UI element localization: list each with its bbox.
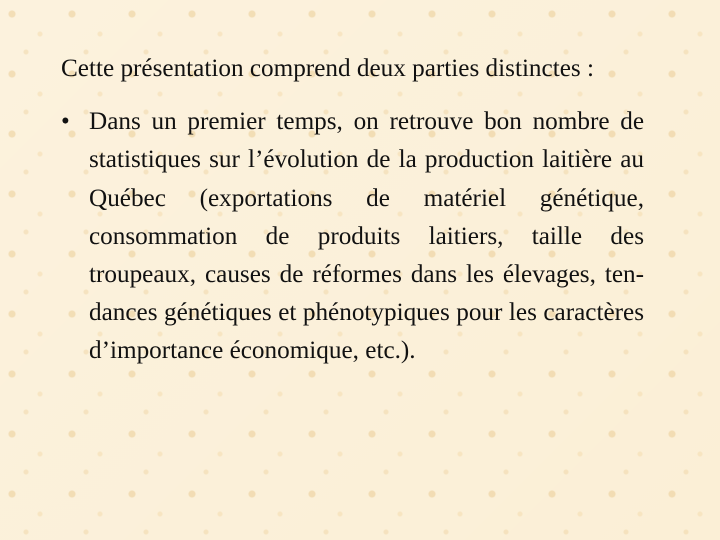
bullet-text: Dans un premier temps, on retrouve bon nombre de statistiques sur l’évolution de la production laitière au Québec (exportations de matériel génétique, consommation de produits laitiers, taille des troupeaux, causes de réformes dans les élevages, ten-dances génétiques et phénotypiques pour les caractères d’importance économique, etc.). <box>89 108 644 365</box>
bullet-item <box>61 103 644 370</box>
slide-text-content <box>61 50 644 371</box>
bullet-marker: • <box>61 108 70 136</box>
bullet-list <box>61 103 644 370</box>
intro-paragraph: Cette présentation comprend deux parties distinctes : <box>61 55 594 82</box>
